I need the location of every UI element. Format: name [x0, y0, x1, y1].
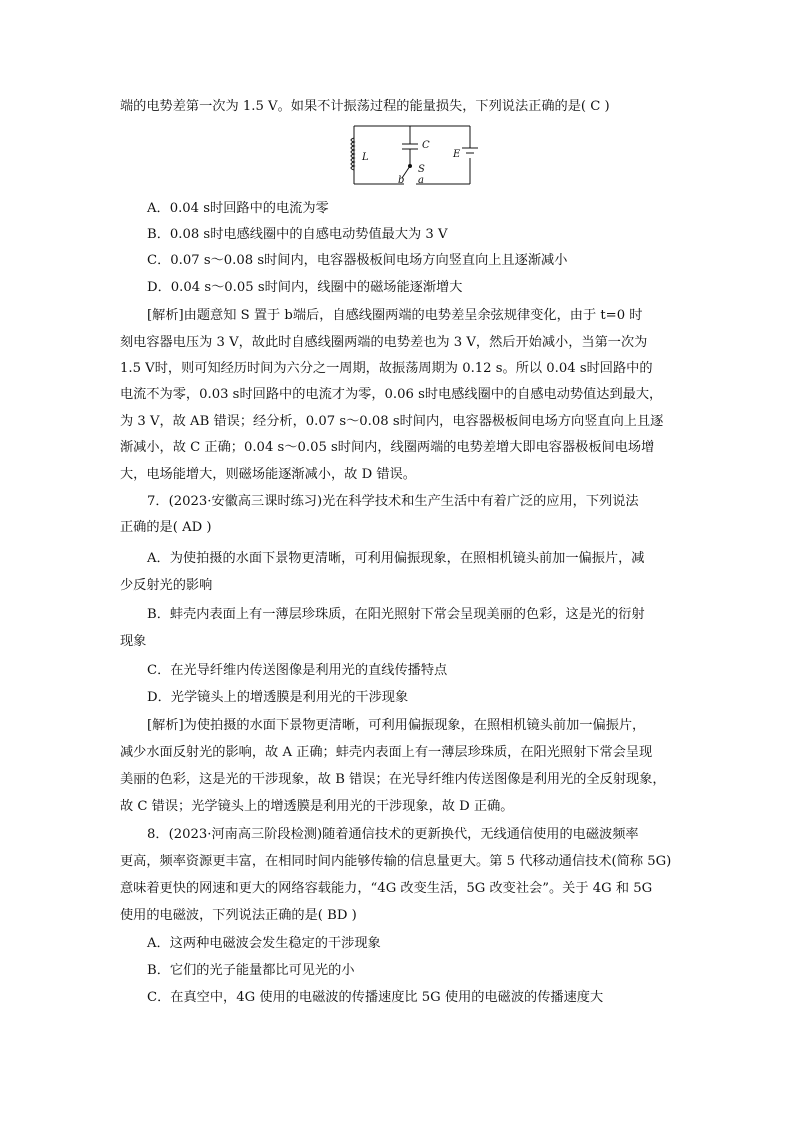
- q6-analysis-line: 电流不为零，0.03 s时回路中的电流才为零，0.06 s时电感线圈中的自感电动势值达到最大，: [120, 387, 663, 402]
- q6-analysis-line: 为 3 V，故 AB 错误；经分析，0.07 s～0.08 s时间内，电容器极板间电场方向竖直向上且逐: [120, 414, 664, 429]
- q6-analysis-line: 大，电场能增大，则磁场能逐渐减小，故 D 错误。: [120, 467, 416, 482]
- label-E: E: [453, 149, 461, 160]
- q6-analysis-line: 刻电容器电压为 3 V，故此时自感线圈两端的电势差也为 3 V，然后开始减小，当第一次为: [120, 335, 648, 350]
- q6-analysis-line: 渐减小，故 C 正确；0.04 s～0.05 s时间内，线圈两端的电势差增大即电容器极板间电场增: [120, 440, 655, 455]
- lc-circuit-diagram: [342, 120, 478, 190]
- q7-analysis-line: 故 C 错误；光学镜头上的增透膜是利用光的干涉现象，故 D 正确。: [120, 799, 514, 814]
- label-L: L: [362, 152, 369, 163]
- label-C: C: [422, 140, 430, 151]
- q7-option-b-cont: 现象: [120, 634, 147, 649]
- q6-option-b: B．0.08 s时电感线圈中的自感电动势值最大为 3 V: [147, 227, 448, 242]
- q7-option-a: A．为使拍摄的水面下景物更清晰，可利用偏振现象，在照相机镜头前加一偏振片，减: [147, 551, 645, 566]
- q7-analysis-line: 美丽的色彩，这是光的干涉现象，故 B 错误；在光导纤维内传送图像是利用光的全反射现象，: [120, 772, 666, 787]
- q7-option-a-cont: 少反射光的影响: [120, 578, 213, 593]
- q7-option-c: C．在光导纤维内传送图像是利用光的直线传播特点: [147, 663, 448, 678]
- q8-stem-line: 更高，频率资源更丰富，在相同时间内能够传输的信息量更大。第 5 代移动通信技术(简称 5G): [120, 854, 672, 869]
- q7-analysis-line: 减少水面反射光的影响，故 A 正确；蚌壳内表面上有一薄层珍珠质，在阳光照射下常会呈现: [120, 745, 653, 760]
- q8-stem-line: 使用的电磁波，下列说法正确的是( BD ): [120, 908, 357, 923]
- q7-stem-line: 正确的是( AD ): [120, 520, 212, 535]
- q6-analysis-line: [解析]由题意知 S 置于 b端后，自感线圈两端的电势差呈余弦规律变化，由于 t=0 时: [147, 308, 643, 323]
- q8-stem-line: 8．(2023·河南高三阶段检测)随着通信技术的更新换代，无线通信使用的电磁波频率: [147, 827, 639, 842]
- label-a: a: [418, 175, 424, 186]
- q7-analysis-line: [解析]为使拍摄的水面下景物更清晰，可利用偏振现象，在照相机镜头前加一偏振片，: [147, 718, 646, 733]
- q7-option-d: D．光学镜头上的增透膜是利用光的干涉现象: [147, 690, 409, 705]
- q6-stem-tail: 端的电势差第一次为 1.5 V。如果不计振荡过程的能量损失，下列说法正确的是( C ): [120, 99, 610, 114]
- q8-option-c: C．在真空中，4G 使用的电磁波的传播速度比 5G 使用的电磁波的传播速度大: [147, 990, 604, 1005]
- label-S: S: [418, 164, 425, 175]
- q7-option-b: B．蚌壳内表面上有一薄层珍珠质，在阳光照射下常会呈现美丽的色彩，这是光的衍射: [147, 607, 645, 622]
- label-b: b: [398, 175, 405, 186]
- q6-analysis-line: 1.5 V时，则可知经历时间为六分之一周期，故振荡周期为 0.12 s。所以 0.04 s时回路中的: [120, 361, 653, 376]
- q7-stem-line: 7．(2023·安徽高三课时练习)光在科学技术和生产生活中有着广泛的应用，下列说法: [147, 494, 639, 509]
- q6-option-a: A．0.04 s时回路中的电流为零: [147, 201, 329, 216]
- q6-option-c: C．0.07 s～0.08 s时间内，电容器极板间电场方向竖直向上且逐渐减小: [147, 253, 568, 268]
- q6-option-d: D．0.04 s～0.05 s时间内，线圈中的磁场能逐渐增大: [147, 280, 463, 295]
- q8-stem-line: 意味着更快的网速和更大的网络容载能力，“4G 改变生活，5G 改变社会”。关于 4G 和 5G: [120, 881, 653, 896]
- q8-option-b: B．它们的光子能量都比可见光的小: [147, 963, 355, 978]
- q8-option-a: A．这两种电磁波会发生稳定的干涉现象: [147, 936, 381, 951]
